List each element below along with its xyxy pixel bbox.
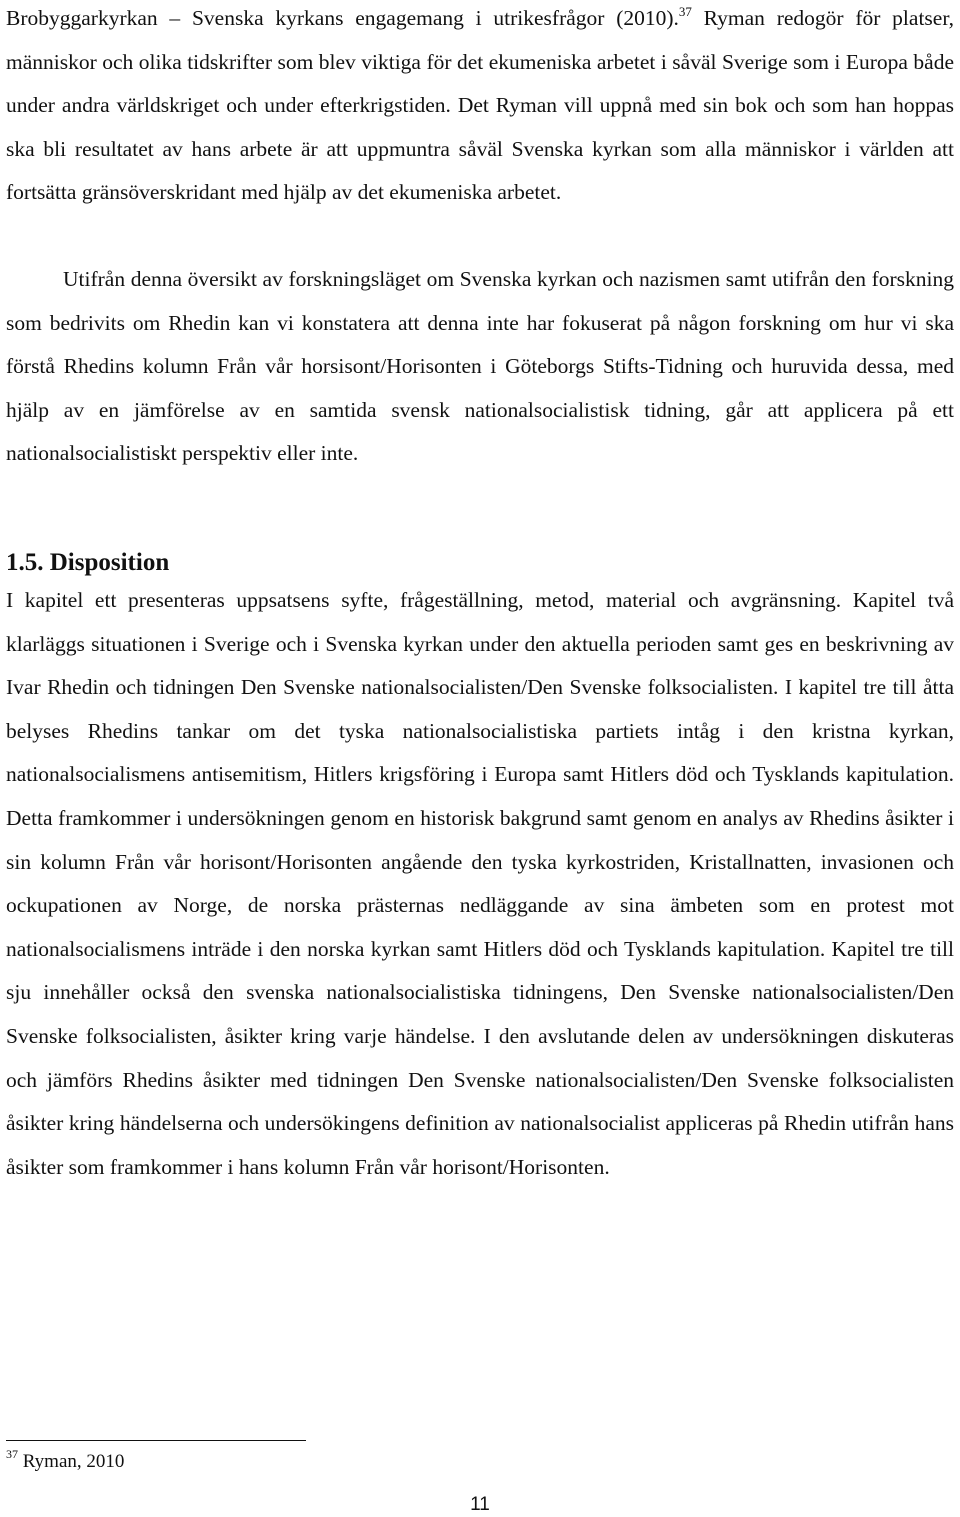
footnote-text: Ryman, 2010 (18, 1451, 125, 1472)
footnote-number: 37 (6, 1447, 18, 1461)
footnote-reference: 37 (678, 4, 692, 19)
page-number: 11 (470, 1494, 490, 1515)
body-paragraph-2: Utifrån denna översikt av forskningsläget om Svenska kyrkan och nazismen samt utifrån den forskning som bedrivits om Rhedin kan vi konstatera att denna inte har fokuserat på någon forskning om hur vi ska förstå Rhedins kolumn Från vår horsisont/Horisonten i Göteborgs Stifts-Tidning och huruvida dessa, med hjälp av en jämförelse av en samtida svensk nationalsocialistisk tidning, går att applicera på ett nationalsocialistiskt perspektiv eller inte. (6, 267, 954, 466)
paragraph-1-text-after-ref: Ryman redogör för platser, människor och olika tidskrifter som blev viktiga för det ekumeniska arbetet i såväl Sverige som i Europa både under andra världskriget och under efterkrigstiden. Det Ryman vill uppnå med sin bok och som han hoppas ska bli resultatet av hans arbete är att uppmuntra såväl Svenska kyrkan som alla människor i världen att fortsätta gränsöverskridant med hjälp av det ekumeniska arbetet. (6, 6, 955, 205)
paragraph-1-text-before-ref: Brobyggarkyrkan – Svenska kyrkans engagemang i utrikesfrågor (2010). (6, 6, 679, 30)
section-heading-disposition: 1.5. Disposition (6, 549, 170, 576)
footnote (6, 1448, 124, 1476)
footnote-separator (6, 1440, 306, 1441)
body-paragraph-3: I kapitel ett presenteras uppsatsens syfte, frågeställning, metod, material och avgränsning. Kapitel två klarläggs situationen i Sverige och i Svenska kyrkan under den aktuella perioden samt ges en beskrivning av Ivar Rhedin och tidningen Den Svenske nationalsocialisten/Den Svenske folksocialisten. I kapitel tre till åtta belyses Rhedins tankar om det tyska nationalsocialistiska partiets intåg i den kristna kyrkan, nationalsocialismens antisemitism, Hitlers krigsföring i Europa samt Hitlers död och Tysklands kapitulation. Detta framkommer i undersökningen genom en historisk bakgrund samt genom en analys av Rhedins åsikter i sin kolumn Från vår horisont/Horisonten angående den tyska kyrkostriden, Kristallnatten, invasionen och ockupationen av Norge, de norska prästernas nedläggande av sina ämbeten som en protest mot nationalsocialismens inträde i den norska kyrkan samt Hitlers död och Tysklands kapitulation. Kapitel tre till sju innehåller också den svenska nationalsocialistiska tidningens, Den Svenske nationalsocialisten/Den Svenske folksocialisten, åsikter kring varje händelse. I den avslutande delen av undersökningen diskuteras och jämförs Rhedins åsikter med tidningen Den Svenske nationalsocialisten/Den Svenske folksocialisten åsikter kring händelserna och undersökingens definition av nationalsocialist appliceras på Rhedin utifrån hans åsikter som framkommer i hans kolumn Från vår horisont/Horisonten. (6, 588, 954, 1179)
body-paragraph-1 (6, 0, 954, 215)
